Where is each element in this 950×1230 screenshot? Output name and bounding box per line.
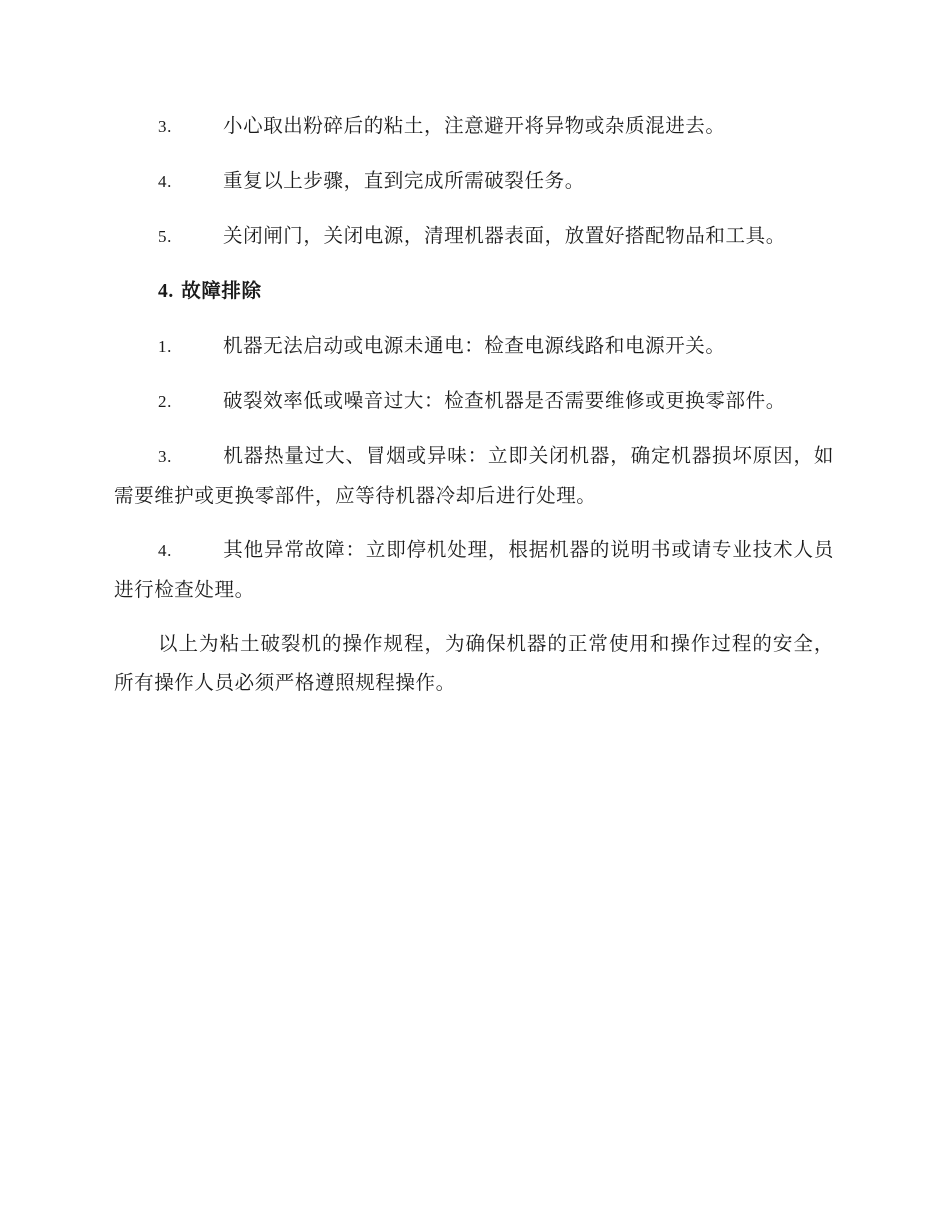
list-text: 机器无法启动或电源未通电：检查电源线路和电源开关。 bbox=[223, 334, 726, 357]
list-number: 2. bbox=[158, 392, 172, 411]
list-text: 其他异常故障：立即停机处理，根据机器的说明书或请专业技术人员进行检查处理。 bbox=[114, 538, 834, 601]
list-item bbox=[114, 326, 834, 366]
list-item bbox=[114, 381, 834, 421]
section-number: 4. bbox=[158, 281, 174, 302]
section-title: 故障排除 bbox=[181, 279, 262, 302]
list-number: 5. bbox=[158, 227, 172, 246]
conclusion-paragraph: 以上为粘土破裂机的操作规程，为确保机器的正常使用和操作过程的安全，所有操作人员必须严格遵照规程操作。 bbox=[114, 632, 834, 694]
list-item bbox=[114, 530, 834, 609]
list-number: 4. bbox=[158, 541, 172, 560]
list-text: 破裂效率低或噪音过大：检查机器是否需要维修或更换零部件。 bbox=[223, 389, 786, 412]
list-text: 小心取出粉碎后的粘土，注意避开将异物或杂质混进去。 bbox=[223, 114, 726, 137]
section-heading bbox=[114, 271, 834, 311]
list-item bbox=[114, 216, 834, 256]
list-text: 重复以上步骤，直到完成所需破裂任务。 bbox=[223, 169, 585, 192]
list-item bbox=[114, 161, 834, 201]
list-text: 机器热量过大、冒烟或异味：立即关闭机器，确定机器损坏原因，如需要维护或更换零部件，应等待机器冷却后进行处理。 bbox=[114, 444, 834, 507]
list-number: 4. bbox=[158, 172, 172, 191]
list-text: 关闭闸门，关闭电源，清理机器表面，放置好搭配物品和工具。 bbox=[223, 224, 786, 247]
list-number: 3. bbox=[158, 447, 172, 466]
list-item bbox=[114, 106, 834, 146]
document-body bbox=[114, 106, 834, 702]
list-item bbox=[114, 436, 834, 515]
list-number: 3. bbox=[158, 117, 172, 136]
list-number: 1. bbox=[158, 337, 172, 356]
